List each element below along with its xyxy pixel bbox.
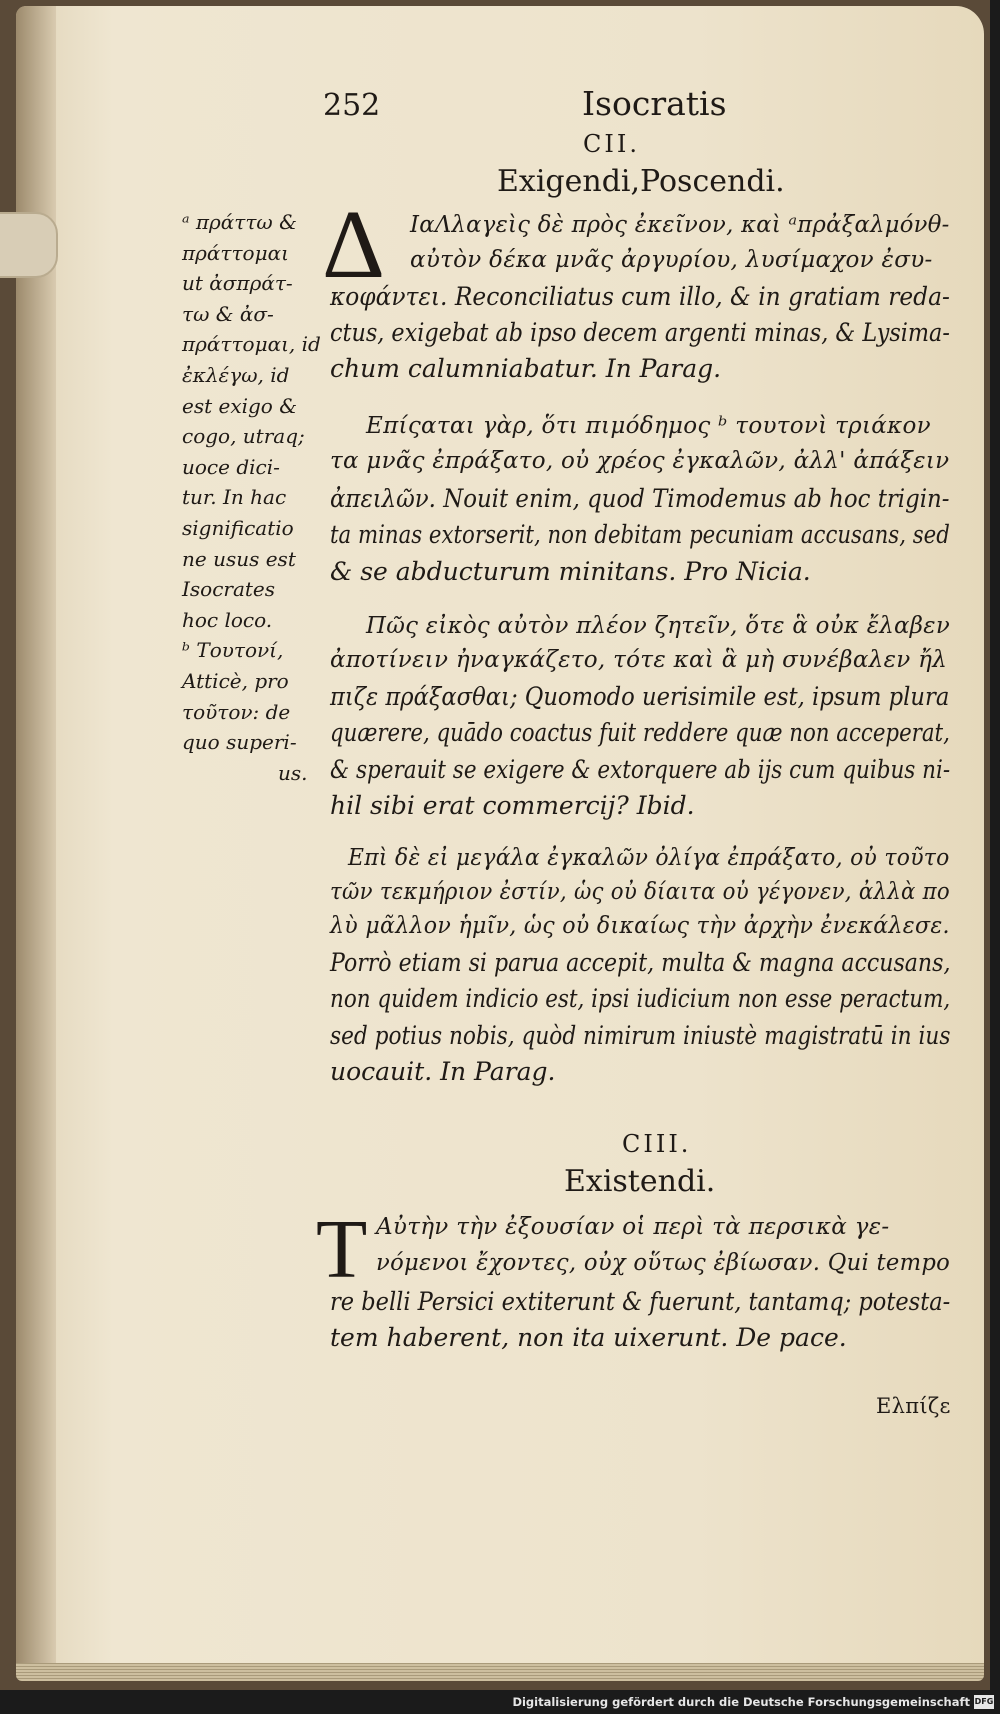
text-line: Επίςαται γὰρ, ὅτι πιμόδημος ᵇ τουτονὶ τριάκον xyxy=(366,413,931,439)
text-line: πιζε πράξασθαι; Quomodo uerisimile est, ipsum plura xyxy=(330,682,950,711)
text-line: νόμενοι ἔχοντες, οὐχ οὕτως ἐβίωσαν. Qui tempo xyxy=(376,1250,951,1276)
margin-note-line: τοῦτον: de xyxy=(182,699,291,724)
page-edges xyxy=(16,1663,984,1681)
margin-note-line: tur. In hac xyxy=(182,485,287,510)
section-heading-103: Existendi. xyxy=(564,1164,716,1199)
text-line: Πῶς εἰκὸς αὐτὸν πλέον ζητεῖν, ὅτε ἃ οὐκ ἔλαβεν xyxy=(366,613,951,639)
section-heading-102: Exigendi,Poscendi. xyxy=(497,164,785,199)
text-line: re belli Persici extiterunt & fuerunt, tantamq; potesta- xyxy=(330,1287,951,1316)
drop-cap-delta: Δ xyxy=(322,191,386,299)
text-line: λὺ μᾶλλον ἡμῖν, ὡς οὐ δικαίως τὴν ἀρχὴν ἐνεκάλεσε. xyxy=(330,913,950,939)
margin-note-line: ut ἀσπράτ- xyxy=(182,271,293,296)
text-line: ctus, exigebat ab ipso decem argenti minas, & Lysima- xyxy=(330,318,950,347)
page-number: 252 xyxy=(323,88,381,123)
margin-note-line: cogo, utraq; xyxy=(182,424,305,449)
margin-note xyxy=(182,207,321,788)
margin-note-line: quo superi- xyxy=(182,730,297,755)
margin-note-line: πράττομαι xyxy=(182,240,289,265)
text-line: & sperauit se exigere & extorquere ab ijs cum quibus ni- xyxy=(330,755,951,784)
text-line: ΙαΛλαγεὶς δὲ πρὸς ἐκεῖνον, καὶ ᵃπρἀξαλμόνθ- xyxy=(410,212,950,238)
text-line: ἀποτίνειν ἠναγκάζετο, τότε καὶ ἃ μὴ συνέβαλεν ἤλ xyxy=(330,647,948,673)
dfg-logo: DFG xyxy=(974,1695,994,1709)
text-line: αὐτὸν δέκα μνᾶς ἀργυρίου, λυσίμαχον ἐσυ- xyxy=(410,247,933,273)
text-line: Αὐτὴν τὴν ἐξουσίαν οἱ περὶ τὰ περσικὰ γε- xyxy=(376,1214,890,1240)
margin-note-line: uoce dici- xyxy=(182,454,280,479)
footer-credit: Digitalisierung gefördert durch die Deutsche Forschungsgemeinschaft xyxy=(512,1695,970,1709)
catchword: Ελπίζε xyxy=(876,1394,951,1418)
margin-note-line: ἐκλέγω, id xyxy=(182,362,290,387)
margin-note-line: ᵇ Τουτονί, xyxy=(182,638,284,663)
text-line: sed potius nobis, quòd nimirum iniustè magistratū in ius xyxy=(330,1021,951,1050)
text-line: τα μνᾶς ἐπράξατο, οὐ χρέος ἐγκαλῶν, ἀλλ' ἀπάξειν xyxy=(330,448,950,474)
text-line: tem haberent, non ita uixerunt. De pace. xyxy=(330,1323,847,1352)
text-line: quærere, quādo coactus fuit reddere quæ non acceperat, xyxy=(330,718,950,747)
section-number-103: CIII. xyxy=(622,1130,692,1158)
margin-note-line: hoc loco. xyxy=(182,607,273,632)
drop-cap-t: T xyxy=(316,1203,368,1296)
bookmark-tab xyxy=(0,212,58,278)
text-line: chum calumniabatur. In Parag. xyxy=(330,354,722,383)
text-line: uocauit. In Parag. xyxy=(330,1057,556,1086)
text-line: ta minas extorserit, non debitam pecuniam accusans, sed xyxy=(330,520,950,549)
margin-note-line: est exigo & xyxy=(182,393,298,418)
running-title: Isocratis xyxy=(582,84,727,123)
text-line: τῶν τεκμήριον ἐστίν, ὡς οὐ δίαιτα οὐ γέγονεν, ἀλλὰ πο xyxy=(330,879,950,905)
text-line: & se abducturum minitans. Pro Nicia. xyxy=(330,557,811,586)
text-line: non quidem indicio est, ipsi iudicium non esse peractum, xyxy=(330,984,951,1013)
text-line: Επὶ δὲ εἰ μεγάλα ἐγκαλῶν ὀλίγα ἐπράξατο, οὐ τοῦτο xyxy=(348,845,950,871)
text-line: Porrò etiam si parua accepit, multa & magna accusans, xyxy=(330,948,951,977)
margin-note-line: τω & ἀσ- xyxy=(182,301,274,326)
margin-note-line: ᵃ πράττω & xyxy=(182,210,297,234)
margin-note-line: Isocrates xyxy=(182,577,276,602)
margin-note-line: πράττομαι, id xyxy=(182,332,321,357)
section-number-102: CII. xyxy=(583,130,640,158)
margin-note-line: us. xyxy=(278,760,308,785)
margin-note-line: significatio xyxy=(182,515,294,540)
text-line: hil sibi erat commercij? Ibid. xyxy=(330,791,695,820)
text-line: κοφάντει. Reconciliatus cum illo, & in gratiam reda- xyxy=(330,282,950,311)
text-line: ἀπειλῶν. Nouit enim, quod Timodemus ab hoc trigin- xyxy=(330,484,950,513)
margin-note-line: Atticè, pro xyxy=(182,668,289,693)
margin-note-line: ne usus est xyxy=(182,546,296,571)
